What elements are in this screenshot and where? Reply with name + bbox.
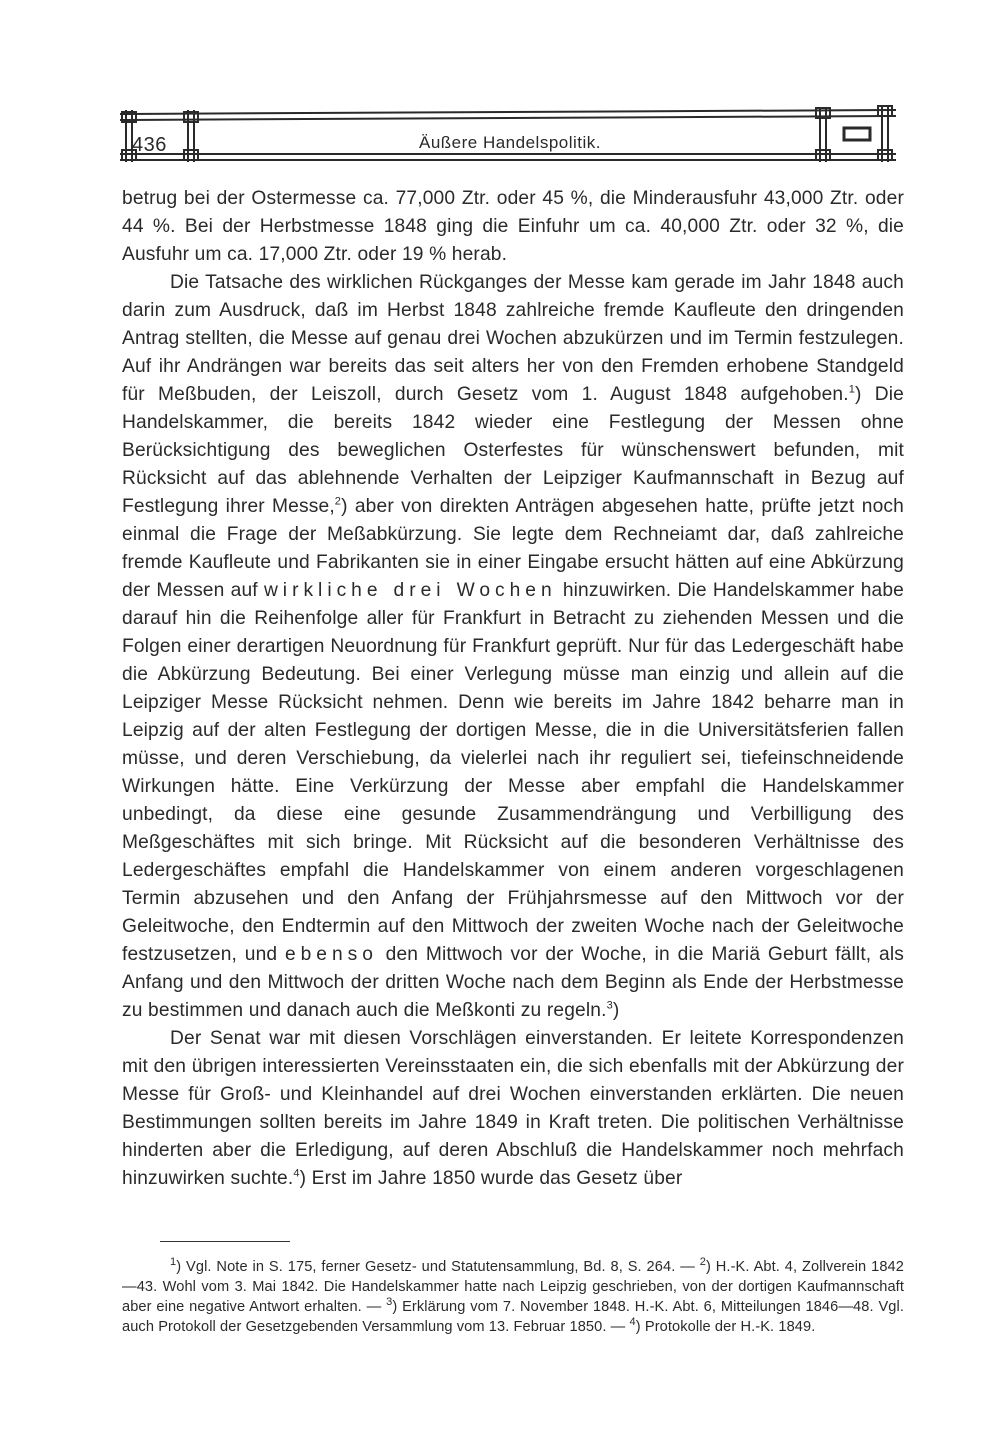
paragraph-3: Der Senat war mit diesen Vorschlägen einverstanden. Er leitete Korrespondenzen mit den übrigen interessierten Vereinsstaaten ein, die sich ebenfalls mit der Abkürzung der Messe für Groß- und Kleinhandel auf drei Wochen einverstanden erklärten. Die neuen Bestimmungen sollten bereits im Jahre 1849 in Kraft treten. Die politischen Verhältnisse hinderten aber die Erledigung, auf deren Abschluß die Handelskammer noch mehrfach hinzuwirken suchte.$^4$) Erst im Jahre 1850 wurde das Gesetz über [122, 1028, 904, 1189]
footnote-ref-2: 2 [334, 495, 342, 508]
footnote-mark-4: 4 [629, 1316, 636, 1329]
footnote-separator [160, 1241, 290, 1242]
footnote-ref-1: 1 [848, 383, 856, 396]
emphasis-spaced: wirkliche drei Wochen [263, 580, 557, 601]
paragraph-2: Die Tatsache des wirklichen Rückganges der Messe kam gerade im Jahr 1848 auch darin zum Ausdruck, daß im Herbst 1848 zahlreiche fremde Kaufleute den dringenden Antrag stellten, die Messe auf genau drei Wochen abzukürzen und im Termin festzulegen. Auf ihr Andrängen war bereits das seit alters her von den Fremden erhobene Standgeld für Meßbuden, der Leiszoll, durch Gesetz vom 1. August 1848 aufgehoben.$^1$) Die Handelskammer, die bereits 1842 wieder eine Festlegung der Messen ohne Berücksichtigung des beweglichen Osterfestes für wünschenswert befunden, mit Rücksicht auf das ablehnende Verhalten der Leipziger Kaufmannschaft in Bezug auf Festlegung ihrer Messe,$^2$) aber von direkten Anträgen abgesehen hatte, prüfte jetzt noch einmal die Frage der Meßabkürzung. Sie legte dem Rechneiamt dar, daß zahlreiche fremde Kaufleute und Fabrikanten sie in einer Eingabe ersucht hätten auf eine Abkürzung der Messen auf wirkliche drei Wochen hinzuwirken. Die Handelskammer habe darauf hin die Reihenfolge aller für Frankfurt in Betracht zu ziehenden Messen und die Folgen einer derartigen Neuordnung für Frankfurt geprüft. Nur für das Ledergeschäft habe die Abkürzung Bedeutung. Bei einer Verlegung müsse man einzig und allein auf die Leipziger Messe Rücksicht nehmen. Denn wie bereits im Jahre 1842 beharre man in Leipzig auf der alten Festlegung der dortigen Messe, die in die Universitätsferien fallen müsse, und deren Verschiebung, da vielerlei nach ihr reguliert sei, tiefeinschneidende Wirkungen hätte. Eine Verkürzung der Messe aber empfahl die Handelskammer unbedingt, da diese eine gesunde Zusammendrängung und Verbilligung des Meßgeschäftes mit sich bringe. Mit Rücksicht auf die besonderen Verhältnisse des Ledergeschäftes empfahl die Handelskammer von einem anderen vorgeschlagenen Termin abzusehen und den Anfang der Frühjahrsmesse auf den Mittwoch vor der Geleitwoche, den Endtermin auf den Mittwoch der zweiten Woche nach der Geleitwoche festzusetzen, und ebenso den Mittwoch vor der Woche, in die Mariä Geburt fällt, als Anfang und den Mittwoch der dritten Woche nach dem Beginn als Ende der Herbstmesse zu bestimmen und danach auch die Meßkonti zu regeln.$^3$) [122, 272, 905, 1021]
footnote-ref-4: 4 [293, 1167, 300, 1180]
footnote-ref-3: 3 [606, 999, 613, 1012]
main-text [122, 185, 904, 1193]
footnote-3: ) Erklärung vom 7. November 1848. H.-K. Abt. 6, Mitteilungen 1846—48. Vgl. auch Protokoll der Gesetzgebenden Versammlung vom 13. Februar 1850. — [122, 1299, 904, 1335]
footnote-mark-2: 2 [699, 1256, 706, 1269]
paragraph-1: betrug bei der Ostermesse ca. 77,000 Ztr. oder 45 %, die Minderausfuhr 43,000 Ztr. oder 44 %. Bei der Herbstmesse 1848 ging die Einfuhr um ca. 40,000 Ztr. oder 32 %, die Ausfuhr um ca. 17,000 Ztr. oder 19 % herab. [122, 188, 904, 265]
footnotes [122, 1257, 904, 1337]
footnote-4: ) Protokolle der H.-K. 1849. [635, 1319, 816, 1335]
page-number: 436 [132, 134, 167, 156]
running-title: Äußere Handelspolitik. [418, 133, 602, 152]
page-header [120, 104, 896, 164]
footnote-mark-1: 1 [170, 1256, 177, 1269]
footnote-mark-3: 3 [386, 1296, 393, 1309]
emphasis-spaced: ebenso [284, 944, 378, 965]
footnote-block [122, 1257, 904, 1337]
footnote-2: ) H.-K. Abt. 4, Zollverein 1842—43. Wohl vom 3. Mai 1842. Die Handelskammer hatte nach Leipzig geschrieben, von der dortigen Kaufmannschaft aber eine negative Antwort erhalten. — [122, 1259, 904, 1315]
footnote-1: ) Vgl. Note in S. 175, ferner Gesetz- und Statutensammlung, Bd. 8, S. 264. — [176, 1259, 700, 1275]
